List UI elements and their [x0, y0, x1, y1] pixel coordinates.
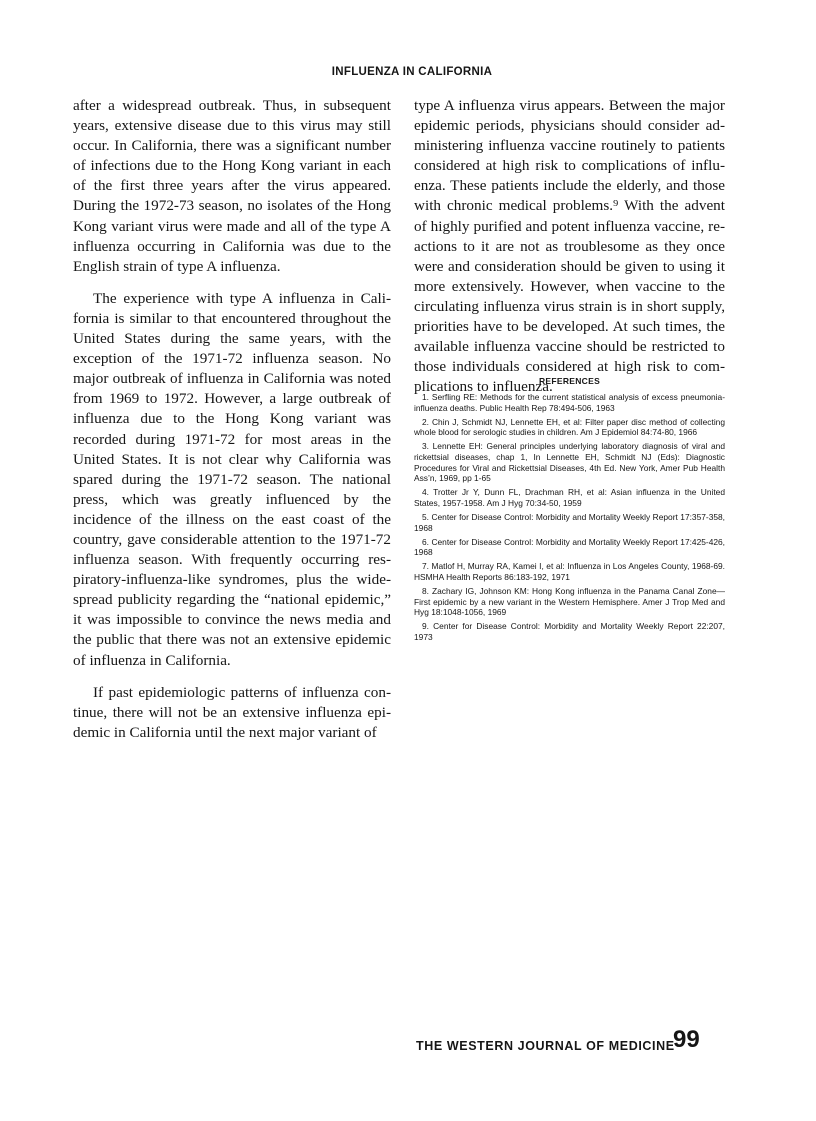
body-column-right: [414, 96, 725, 409]
reference-item: 2. Chin J, Schmidt NJ, Lennette EH, et al: Filter paper disc method of collecting whole blood for serologic studies in children. Am J Epidemiol 84:74-80, 1966: [414, 416, 725, 438]
reference-item: 3. Lennette EH: General principles underlying laboratory diagnosis of viral and rickettsial diseases, chap 1, In Lennette EH, Schmidt NJ (Eds): Diagnostic Procedures for Viral and Rickettsial Diseases, 4th Ed. New York, Amer Pub Health Ass’n, 1969, pp 1-65: [414, 441, 725, 484]
running-header: INFLUENZA IN CALIFORNIA: [331, 66, 493, 78]
reference-item: 5. Center for Disease Control: Morbidity and Mortality Weekly Report 17:357-358, 1968: [414, 511, 725, 533]
body-paragraph: type A influenza virus appears. Between the major epidemic periods, physicians should consider administering influenza vaccine routinely to patients considered at high risk to complications of influenza. These patients include the elderly, and those with chronic medical problems.⁹ With the advent of highly purified and potent influenza vaccine, reactions to it are not as troublesome as they once were and consideration should be given to using it more extensively. However, when vaccine to the circulating influenza virus strain is in short supply, priorities have to be developed. At such times, the available influenza vaccine should be restricted to those individuals considered at high risk to complications to influenza.: [414, 97, 725, 396]
reference-item: 8. Zachary IG, Johnson KM: Hong Kong influenza in the Panama Canal Zone—First epidemic by a new variant in the Western Hemisphere. Amer J Trop Med and Hyg 18:1048-1056, 1969: [414, 586, 725, 618]
reference-item: 1. Serfling RE: Methods for the current statistical analysis of excess pneumonia-influenza deaths. Public Health Rep 78:494-506, 1963: [414, 392, 725, 413]
body-paragraph: after a widespread outbreak. Thus, in subsequent years, extensive disease due to this virus may still occur. In California, there was a significant number of infections due to the Hong Kong variant in each of the first three years after the virus appeared. During the 1972-73 season, no isolates of the Hong Kong variant virus were made and all of the type A influenza occurring in California was due to the English strain of type A influenza.: [73, 97, 391, 275]
references-list: [414, 392, 725, 646]
reference-item: 4. Trotter Jr Y, Dunn FL, Drachman RH, et al: Asian influenza in the United States, 1957-1958. Am J Hyg 70:34-50, 1959: [414, 487, 725, 508]
page-number: 99: [673, 1026, 700, 1053]
references-heading: REFERENCES: [538, 376, 601, 386]
journal-name: THE WESTERN JOURNAL OF MEDICINE: [416, 1039, 675, 1053]
body-column-left: [73, 96, 391, 755]
body-paragraph: If past epidemiologic patterns of influenza continue, there will not be an extensive influenza epidemic in California until the next major variant of: [73, 683, 391, 741]
reference-item: 9. Center for Disease Control: Morbidity and Mortality Weekly Report 22:207, 1973: [414, 621, 725, 642]
body-paragraph: The experience with type A influenza in California is similar to that encountered throughout the United States during the same years, with the exception of the 1971-72 influenza season. No major outbreak of influenza in California was noted from 1969 to 1972. However, a large outbreak of influenza due to the Hong Kong variant was recorded during 1971-72 for most areas in the United States. It is not clear why California was spared during the 1971-72 season. The national press, which was greatly influenced by the incidence of the illness on the east coast of the country, gave considerable attention to the 1971-72 influenza season. With frequently occurring respiratory-influenza-like syndromes, plus the widespread publicity regarding the “national epidemic,” it was impossible to convince the news media and the public that there was not an extensive epidemic of influenza in California.: [73, 289, 391, 669]
reference-item: 7. Matlof H, Murray RA, Kamei I, et al: Influenza in Los Angeles County, 1968-69. HSMHA Health Reports 86:183-192, 1971: [414, 561, 725, 582]
reference-item: 6. Center for Disease Control: Morbidity and Mortality Weekly Report 17:425-426, 1968: [414, 536, 725, 558]
